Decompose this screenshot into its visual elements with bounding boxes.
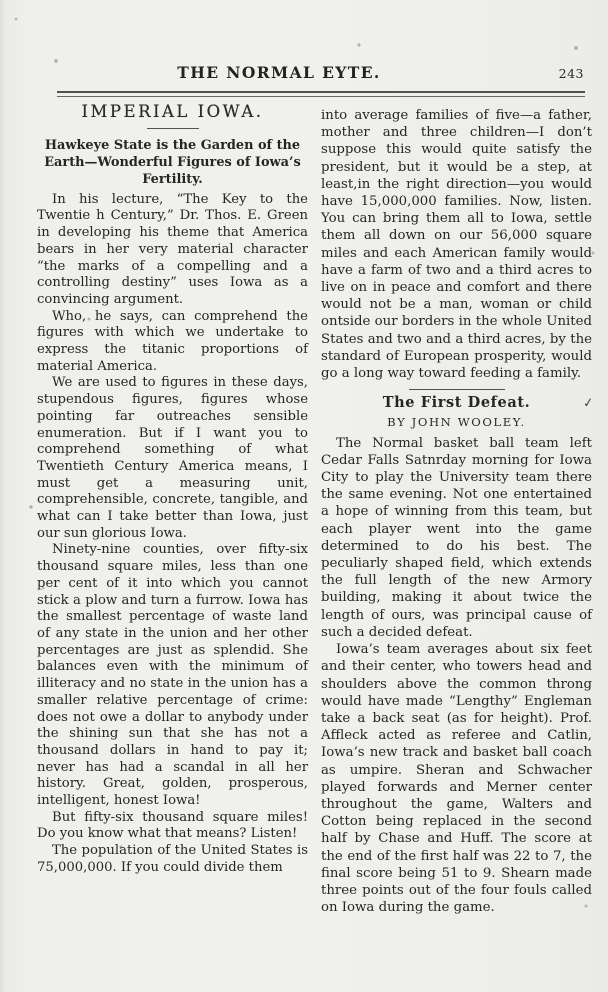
publication-title: THE NORMAL EYTE. bbox=[177, 63, 381, 82]
article2-paragraph-2: Iowa’s team averages about six feet and their center, who towers head and shoulders above the common throng would have made “Lengthy” Engleman take a back seat (as for height). Prof. Affleck acted as referee and Catlin, Iowa’s new track and basket ball coach as umpire. Sheran and Schwacher played forwards and Merner center throughout the game, Walters and Cotton being replaced in the second half by Chase and Huff. The score at the end of the first half was 22 to 7, the final score being 51 to 9. Shearn made three points out of the four fouls called on Iowa during the game. bbox=[321, 642, 592, 916]
article2-paragraph-1: The Normal basket ball team left Cedar Falls Satnrday morning for Iowa City to play the University team there the same evening. Not one entertained a hope of winning from this team, but each player went into the game determined to do his best. The peculiarly shaped field, which extends the full length of the new Armory building, making it about twice the length of ours, was principal cause of such a decided defeat. bbox=[321, 435, 592, 640]
right-column bbox=[321, 102, 595, 992]
article1-paragraph-1: In his lecture, “The Key to the Twentie h Century,” Dr. Thos. E. Green in developing his theme that America bears in her very material character “the marks of a compelling and a controlling destiny” uses Iowa as a convincing argument. bbox=[37, 191, 308, 307]
article1-paragraph-6: The population of the United States is 75,000,000. If you could divide them bbox=[37, 843, 308, 875]
article1-paragraph-2: Who, he says, can comprehend the figures with which we undertake to express the titanic proportions of material America. bbox=[37, 308, 308, 374]
article-columns bbox=[37, 102, 595, 992]
article1-subtitle: Hawkeye State is the Garden of the Earth—Wonderful Figures of Iowa’s Fertility. bbox=[44, 137, 301, 187]
article2-byline: BY JOHN WOOLEY. bbox=[387, 415, 526, 430]
article1-paragraph-5: But fifty-six thousand square miles! Do you know what that means? Listen! bbox=[37, 809, 308, 842]
article2-header bbox=[321, 394, 595, 412]
article1-paragraph-4: Ninety-nine counties, over fifty-six thousand square miles, less than one per cent of it into which you cannot stick a plow and turn a furrow. Iowa has the smallest percentage of waste land of any state in the union and her other percentages are just as splendid. She balances even with the minimum of illiteracy and no state in the union has a smaller relative percentage of crime: does not owe a dollar to anybody under the shining sun that she has not a thousand dollars in hand to pay it; never has had a scandal in all her history. Great, golden, prosperous, intelligent, honest Iowa! bbox=[37, 542, 308, 809]
paper-speckles bbox=[0, 0, 2, 2]
left-column bbox=[37, 102, 308, 992]
pen-checkmark: ✓ bbox=[582, 395, 595, 412]
header-double-rule bbox=[57, 91, 585, 97]
page-header bbox=[36, 63, 586, 85]
article1-paragraph-3: We are used to figures in these days, stupendous figures, figures whose pointing far outreaches sensible enumeration. But if I want you to comprehend something of what Twentieth Century America means, I must get a measuring unit, comprehensible, concrete, tangible, and what can I take better than Iowa, just our sun glorious Iowa. bbox=[37, 375, 308, 541]
article2-title: The First Defeat. bbox=[382, 394, 531, 412]
article2-separator-rule bbox=[409, 389, 505, 390]
article1-continuation-paragraph: into average families of five—a father, mother and three children—I don’t suppose this would quite satisfy the president, but it would be a step, at least,in the right direction—you would have 15,000,000 families. Now, listen. You can bring them all to Iowa, settle them all down on our 56,000 square miles and each American family would have a farm of two and a third acres to live on in peace and comfort and there would not be a man, woman or child ontside our borders in the whole United States and two and a third acres, by the standard of European prosperity, would go a long way toward feeding a family. bbox=[321, 108, 592, 382]
article1-title-rule bbox=[147, 128, 199, 129]
article1-title: IMPERIAL IOWA. bbox=[81, 102, 264, 121]
page-number: 243 bbox=[558, 66, 584, 81]
